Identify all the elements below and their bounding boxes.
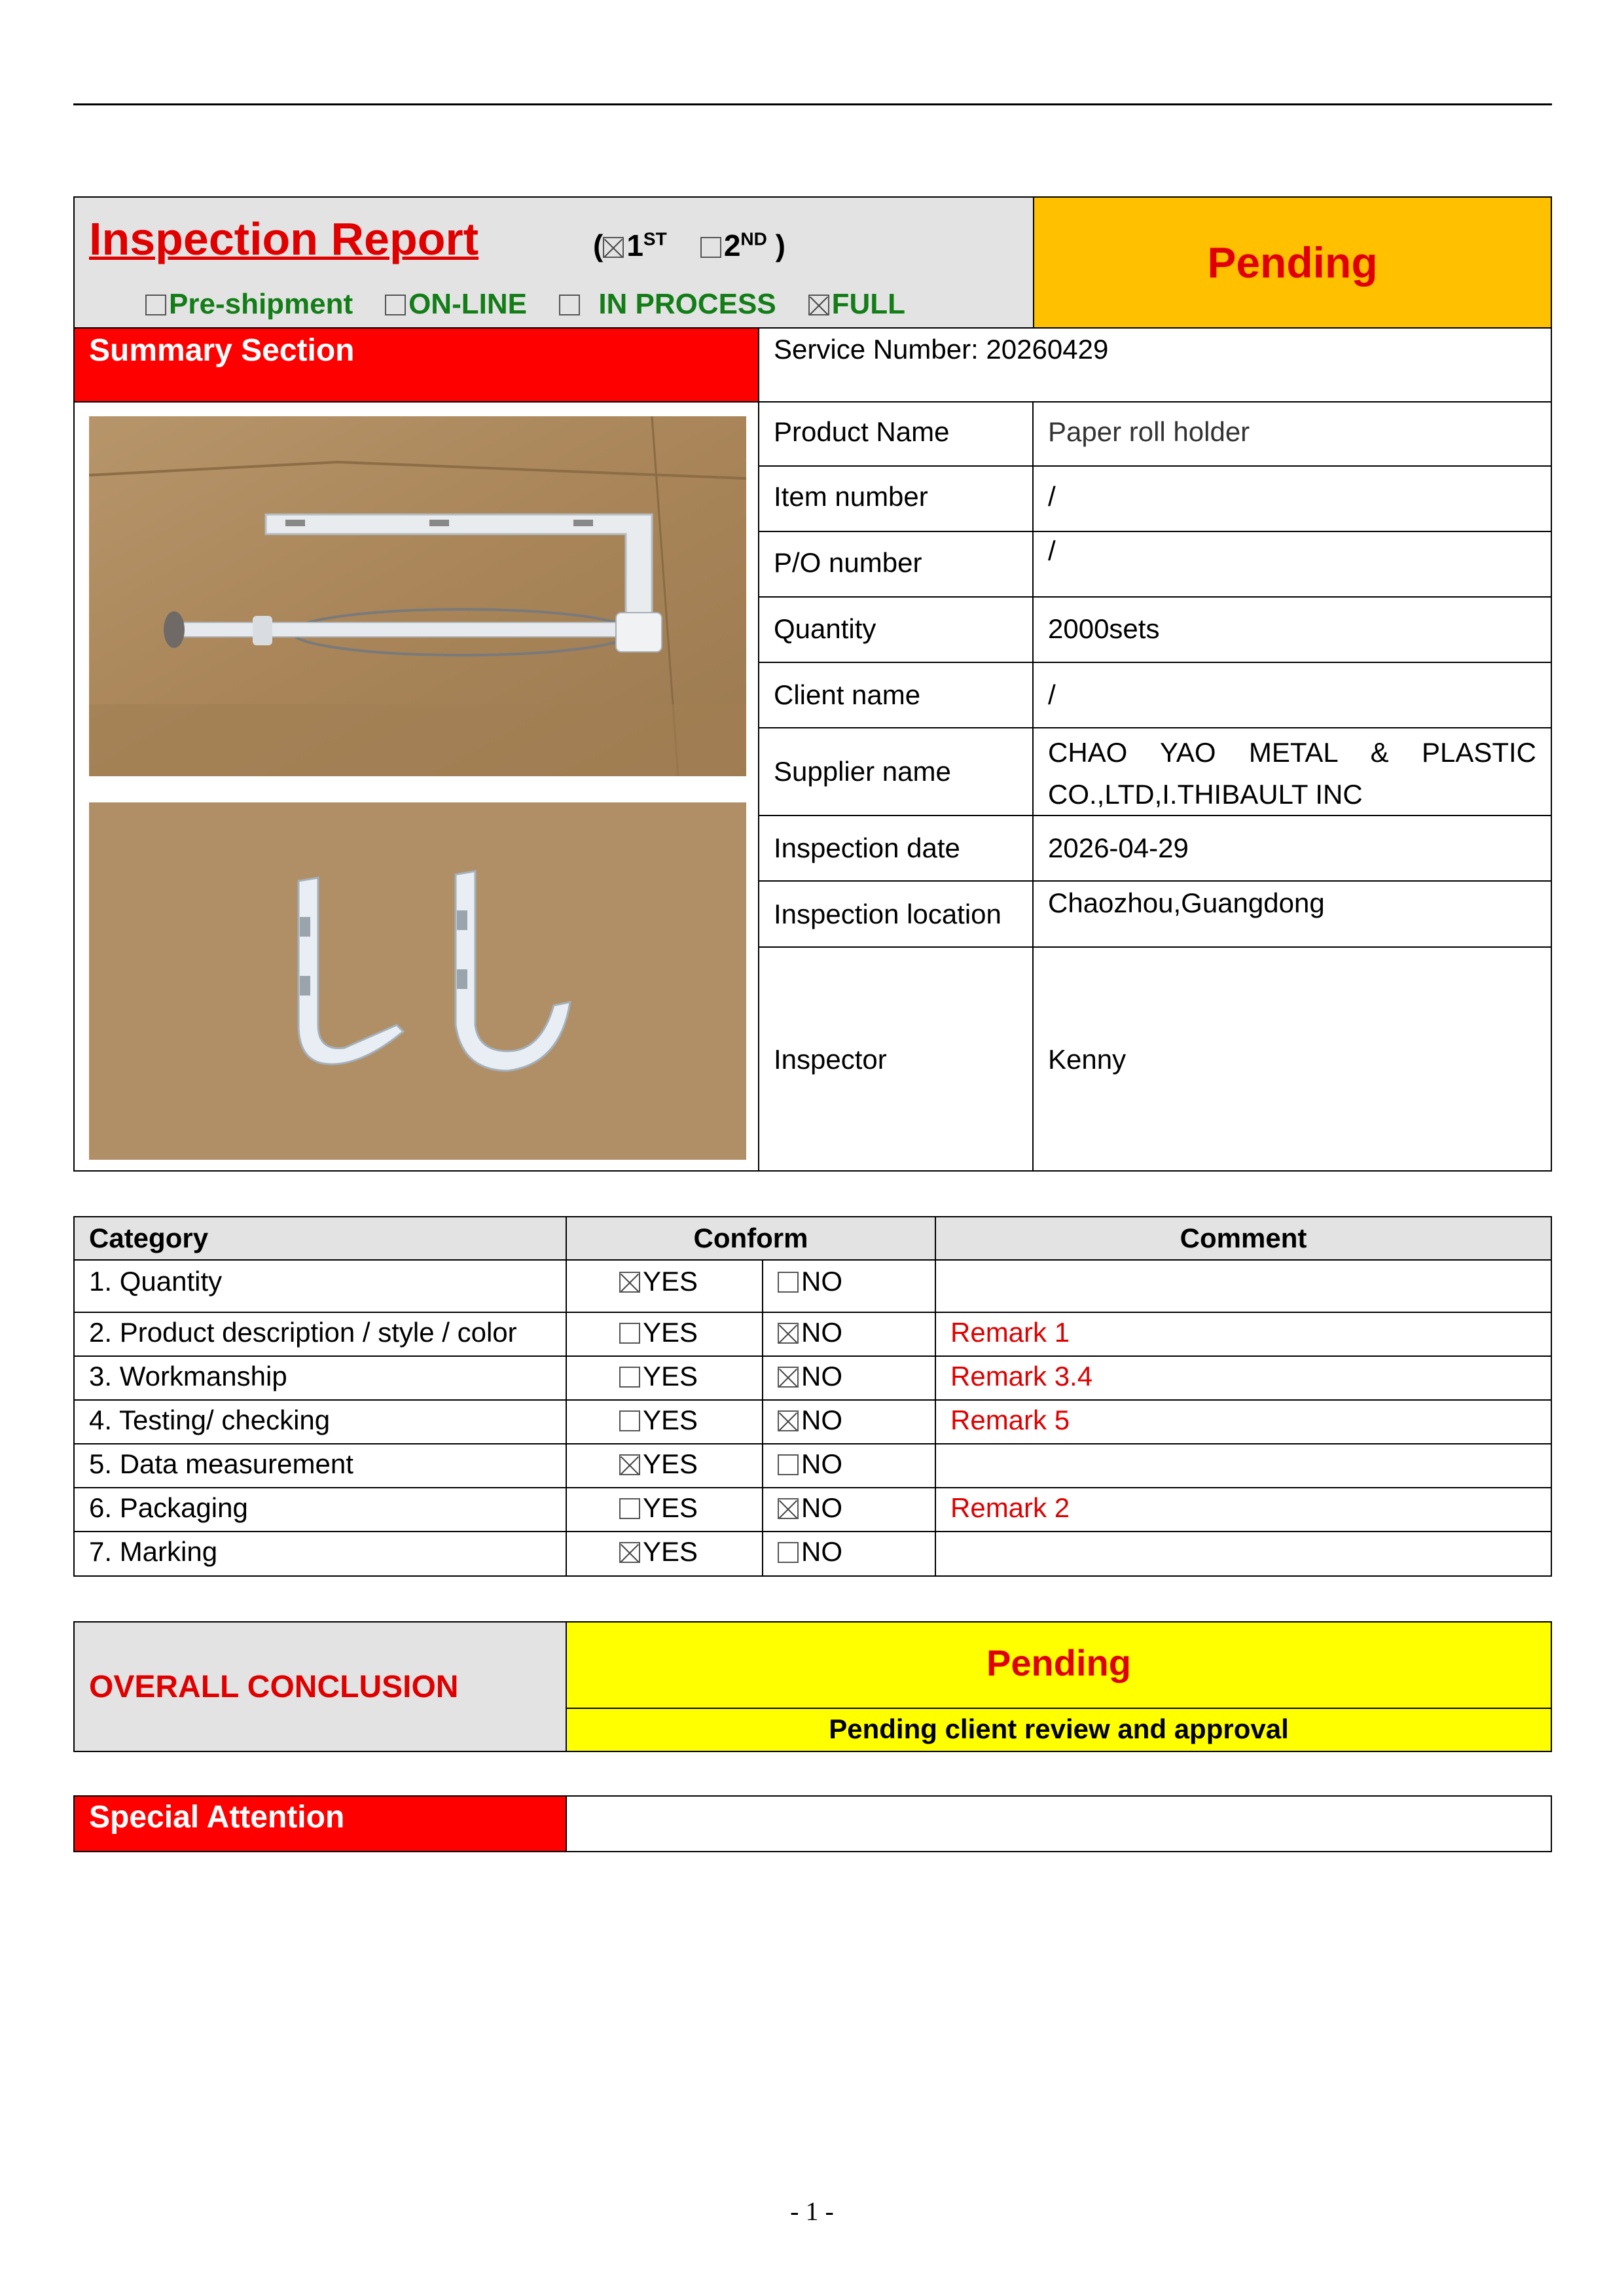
service-number: Service Number: 20260429 bbox=[774, 334, 1109, 365]
on-line-checkbox[interactable] bbox=[385, 295, 406, 315]
workmanship-no[interactable]: NO bbox=[778, 1361, 842, 1392]
status-pending: Pending bbox=[1207, 238, 1378, 287]
testing-comment: Remark 5 bbox=[950, 1405, 1070, 1435]
yes-checkbox[interactable] bbox=[619, 1542, 640, 1563]
data-measurement-yes[interactable]: YES bbox=[619, 1448, 698, 1480]
item-number-label: Item number bbox=[774, 481, 928, 512]
yes-checkbox[interactable] bbox=[619, 1367, 640, 1388]
no-checkbox[interactable] bbox=[778, 1410, 799, 1431]
in-process-label: IN PROCESS bbox=[598, 288, 776, 320]
product-description-yes[interactable]: YES bbox=[619, 1317, 698, 1348]
summary-title: Summary Section bbox=[89, 333, 355, 368]
client-name-value-cell bbox=[1032, 662, 1552, 728]
category-packaging: 6. Packaging bbox=[89, 1492, 248, 1523]
comment-cell bbox=[935, 1443, 1552, 1488]
product-photo-assembled bbox=[89, 416, 746, 776]
packaging-no[interactable]: NO bbox=[778, 1492, 842, 1524]
item-number-value-cell bbox=[1032, 465, 1552, 532]
packaging-yes[interactable]: YES bbox=[619, 1492, 698, 1524]
in-process-checkbox[interactable] bbox=[559, 295, 580, 315]
brackets-image bbox=[89, 802, 746, 1160]
conform-header: Conform bbox=[693, 1223, 808, 1253]
holder-assembled-image bbox=[89, 416, 746, 776]
category-marking: 7. Marking bbox=[89, 1536, 218, 1567]
testing-yes[interactable]: YES bbox=[619, 1405, 698, 1436]
full-label: FULL bbox=[831, 288, 906, 320]
report-title: Inspection Report bbox=[89, 213, 479, 264]
no-checkbox[interactable] bbox=[778, 1367, 799, 1388]
po-number-label: P/O number bbox=[774, 547, 922, 578]
packaging-comment: Remark 2 bbox=[950, 1492, 1070, 1523]
category-testing: 4. Testing/ checking bbox=[89, 1405, 331, 1435]
product-description-comment: Remark 1 bbox=[950, 1317, 1070, 1348]
yes-checkbox[interactable] bbox=[619, 1454, 640, 1475]
category-data-measurement: 5. Data measurement bbox=[89, 1448, 353, 1479]
supplier-name-label: Supplier name bbox=[774, 756, 951, 787]
inspection-round: ( 1ST 2ND ) bbox=[593, 228, 785, 262]
supplier-name-value: CHAO YAO METAL & PLASTIC CO.,LTD,I.THIBAULT INC bbox=[1048, 737, 1536, 810]
product-photo-brackets bbox=[89, 802, 746, 1160]
no-checkbox[interactable] bbox=[778, 1454, 799, 1475]
category-workmanship: 3. Workmanship bbox=[89, 1361, 287, 1391]
pre-shipment-label: Pre-shipment bbox=[169, 288, 353, 320]
no-checkbox[interactable] bbox=[778, 1498, 799, 1519]
yes-checkbox[interactable] bbox=[619, 1272, 640, 1293]
inspection-location-value: Chaozhou,Guangdong bbox=[1048, 888, 1325, 918]
category-quantity: 1. Quantity bbox=[89, 1266, 223, 1297]
comment-cell bbox=[935, 1531, 1552, 1577]
inspection-location-label: Inspection location bbox=[774, 899, 1001, 929]
on-line-label: ON-LINE bbox=[408, 288, 527, 320]
testing-no[interactable]: NO bbox=[778, 1405, 842, 1436]
inspection-date-label: Inspection date bbox=[774, 833, 960, 863]
full-checkbox[interactable] bbox=[808, 295, 829, 315]
yes-checkbox[interactable] bbox=[619, 1323, 640, 1344]
workmanship-yes[interactable]: YES bbox=[619, 1361, 698, 1392]
round-2-checkbox[interactable] bbox=[700, 237, 721, 258]
product-description-no[interactable]: NO bbox=[778, 1317, 842, 1348]
special-attention-content[interactable] bbox=[566, 1795, 1552, 1852]
item-number-value: / bbox=[1048, 481, 1056, 512]
top-rule bbox=[73, 103, 1552, 105]
comment-header: Comment bbox=[1180, 1223, 1307, 1253]
data-measurement-no[interactable]: NO bbox=[778, 1448, 842, 1480]
quantity-no[interactable]: NO bbox=[778, 1266, 842, 1297]
round-1-checkbox[interactable] bbox=[603, 237, 624, 258]
marking-no[interactable]: NO bbox=[778, 1536, 842, 1568]
workmanship-comment: Remark 3.4 bbox=[950, 1361, 1093, 1391]
comment-cell bbox=[935, 1259, 1552, 1313]
category-header: Category bbox=[89, 1223, 209, 1253]
pre-shipment-checkbox[interactable] bbox=[145, 295, 166, 315]
inspector-label: Inspector bbox=[774, 1044, 887, 1075]
product-name-label: Product Name bbox=[774, 416, 950, 447]
client-name-value: / bbox=[1048, 679, 1056, 710]
product-name-value: Paper roll holder bbox=[1048, 416, 1250, 447]
marking-yes[interactable]: YES bbox=[619, 1536, 698, 1568]
special-attention-title: Special Attention bbox=[89, 1800, 345, 1835]
conclusion-status: Pending bbox=[986, 1642, 1131, 1683]
quantity-label: Quantity bbox=[774, 613, 876, 644]
category-product-description: 2. Product description / style / color bbox=[89, 1317, 517, 1348]
inspector-value: Kenny bbox=[1048, 1044, 1127, 1075]
quantity-value: 2000sets bbox=[1048, 613, 1160, 644]
yes-checkbox[interactable] bbox=[619, 1498, 640, 1519]
no-checkbox[interactable] bbox=[778, 1542, 799, 1563]
client-name-label: Client name bbox=[774, 679, 921, 710]
conclusion-note: Pending client review and approval bbox=[829, 1713, 1289, 1744]
yes-checkbox[interactable] bbox=[619, 1410, 640, 1431]
overall-conclusion-title: OVERALL CONCLUSION bbox=[89, 1670, 459, 1704]
page-number: - 1 - bbox=[790, 2197, 834, 2226]
quantity-yes[interactable]: YES bbox=[619, 1266, 698, 1297]
po-number-value-cell bbox=[1032, 531, 1552, 598]
no-checkbox[interactable] bbox=[778, 1323, 799, 1344]
inspection-date-value: 2026-04-29 bbox=[1048, 833, 1189, 863]
po-number-value: / bbox=[1048, 535, 1056, 566]
inspection-type-row bbox=[145, 288, 905, 321]
no-checkbox[interactable] bbox=[778, 1272, 799, 1293]
